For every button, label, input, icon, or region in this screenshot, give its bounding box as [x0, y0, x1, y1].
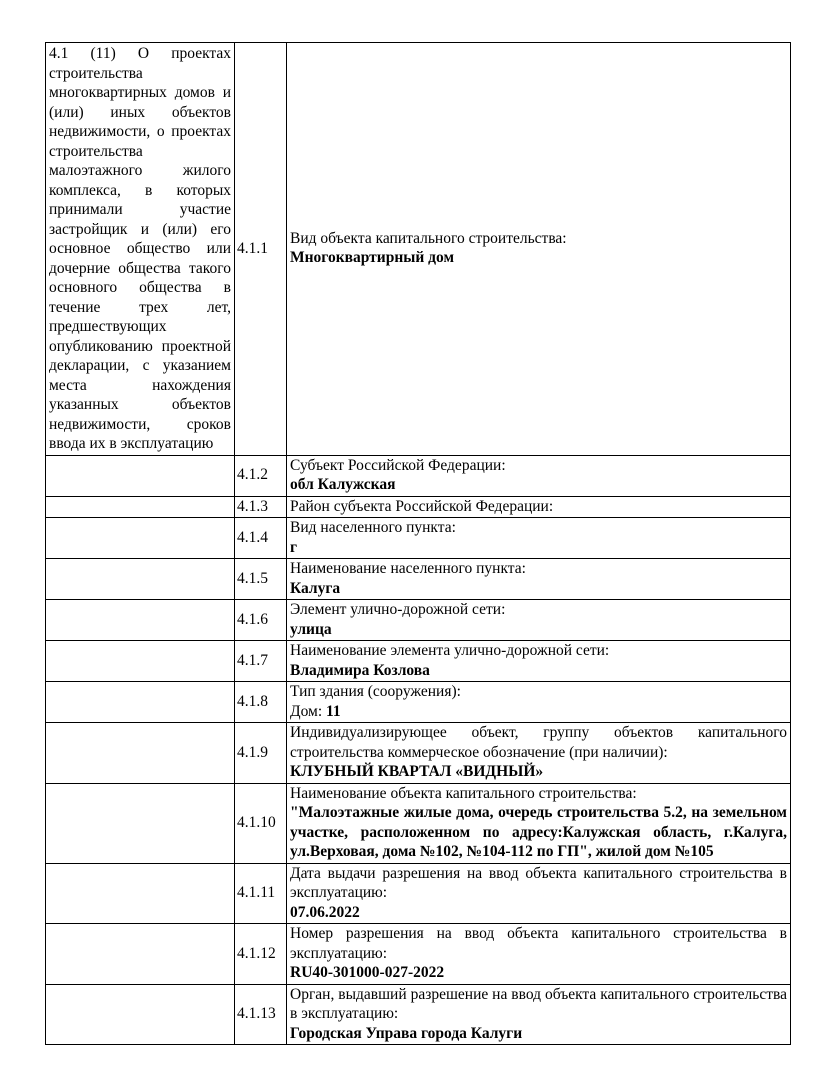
table-row — [46, 559, 791, 600]
table-row — [46, 783, 791, 863]
row-content — [287, 863, 791, 924]
field-label: Тип здания (сооружения): — [290, 683, 461, 700]
row-number: 4.1.4 — [235, 518, 287, 559]
row-number: 4.1.7 — [235, 641, 287, 682]
row-content — [287, 43, 791, 456]
row-number: 4.1.6 — [235, 600, 287, 641]
row-content — [287, 723, 791, 784]
field-label: Наименование населенного пункта: — [290, 560, 526, 577]
section-description: 4.1 (11) О проектах строительства многоквартирных домов и (или) иных объектов недвижимости, о проектах строительства малоэтажного жилого комплекса, в которых принимали участие застройщик и (или) его основное общество или дочерние общества такого основного общества в течение трех лет, предшествующих опубликованию проектной декларации, с указанием места нахождения указанных объектов недвижимости, сроков ввода их в эксплуатацию — [46, 43, 235, 456]
field-value: 11 — [326, 702, 341, 720]
empty-cell — [46, 924, 235, 985]
field-label: Наименование элемента улично-дорожной сети: — [290, 642, 610, 659]
declaration-table — [45, 42, 791, 1045]
field-value-prefix: Дом: — [290, 702, 327, 720]
row-number: 4.1.5 — [235, 559, 287, 600]
row-content — [287, 924, 791, 985]
row-content — [287, 518, 791, 559]
field-value: г — [290, 538, 298, 556]
empty-cell — [46, 682, 235, 723]
field-label: Вид населенного пункта: — [290, 519, 456, 536]
row-number: 4.1.13 — [235, 984, 287, 1045]
table-row — [46, 455, 791, 496]
table-row — [46, 984, 791, 1045]
row-number: 4.1.11 — [235, 863, 287, 924]
field-label: Субъект Российской Федерации: — [290, 456, 506, 474]
row-content — [287, 496, 791, 518]
table-row — [46, 863, 791, 924]
empty-cell — [46, 455, 235, 496]
row-number: 4.1.8 — [235, 682, 287, 723]
field-label: Элемент улично-дорожной сети: — [290, 601, 506, 618]
row-number: 4.1.12 — [235, 924, 287, 985]
field-label: Район субъекта Российской Федерации: — [290, 497, 554, 515]
field-value: Городская Управа города Калуги — [290, 1024, 523, 1042]
row-content — [287, 559, 791, 600]
row-content — [287, 600, 791, 641]
row-number: 4.1.3 — [235, 496, 287, 518]
empty-cell — [46, 559, 235, 600]
empty-cell — [46, 984, 235, 1045]
row-content — [287, 984, 791, 1045]
empty-cell — [46, 600, 235, 641]
table-row — [46, 924, 791, 985]
row-content — [287, 455, 791, 496]
field-value: Калуга — [290, 579, 341, 597]
field-label: Дата выдачи разрешения на ввод объекта капитального строительства в эксплуатацию: — [290, 864, 787, 901]
row-content — [287, 783, 791, 863]
empty-cell — [46, 863, 235, 924]
field-label: Наименование объекта капитального строительства: — [290, 784, 637, 802]
row-number: 4.1.2 — [235, 455, 287, 496]
table-row — [46, 600, 791, 641]
empty-cell — [46, 518, 235, 559]
table-row — [46, 641, 791, 682]
table-row — [46, 496, 791, 518]
empty-cell — [46, 783, 235, 863]
empty-cell — [46, 641, 235, 682]
row-content — [287, 641, 791, 682]
field-value: улица — [290, 620, 332, 638]
field-value: обл Калужская — [290, 476, 396, 493]
field-value: КЛУБНЫЙ КВАРТАЛ «ВИДНЫЙ» — [290, 763, 544, 780]
table-row — [46, 723, 791, 784]
field-value: Многоквартирный дом — [290, 249, 455, 267]
table-row — [46, 682, 791, 723]
empty-cell — [46, 723, 235, 784]
field-value: RU40-301000-027-2022 — [290, 964, 445, 981]
table-row — [46, 518, 791, 559]
table-row — [46, 43, 791, 456]
row-number: 4.1.9 — [235, 723, 287, 784]
field-label: Вид объекта капитального строительства: — [290, 229, 567, 247]
field-label: Орган, выдавший разрешение на ввод объекта капитального строительства в эксплуатацию: — [290, 985, 787, 1022]
field-value: "Малоэтажные жилые дома, очередь строительства 5.2, на земельном участке, расположенном по адресу:Калужская область, г.Калуга, ул.Верховая, дома №102, №104-112 по ГП", жилой дом №105 — [290, 804, 787, 860]
row-number: 4.1.10 — [235, 783, 287, 863]
row-number: 4.1.1 — [235, 43, 287, 456]
field-label: Номер разрешения на ввод объекта капитального строительства в эксплуатацию: — [290, 925, 787, 962]
field-value-line — [290, 702, 787, 722]
field-label: Индивидуализирующее объект, группу объектов капитального строительства коммерческое обозначение (при наличии): — [290, 724, 787, 761]
empty-cell — [46, 496, 235, 518]
field-value: 07.06.2022 — [290, 903, 360, 921]
field-value: Владимира Козлова — [290, 661, 430, 679]
row-content — [287, 682, 791, 723]
